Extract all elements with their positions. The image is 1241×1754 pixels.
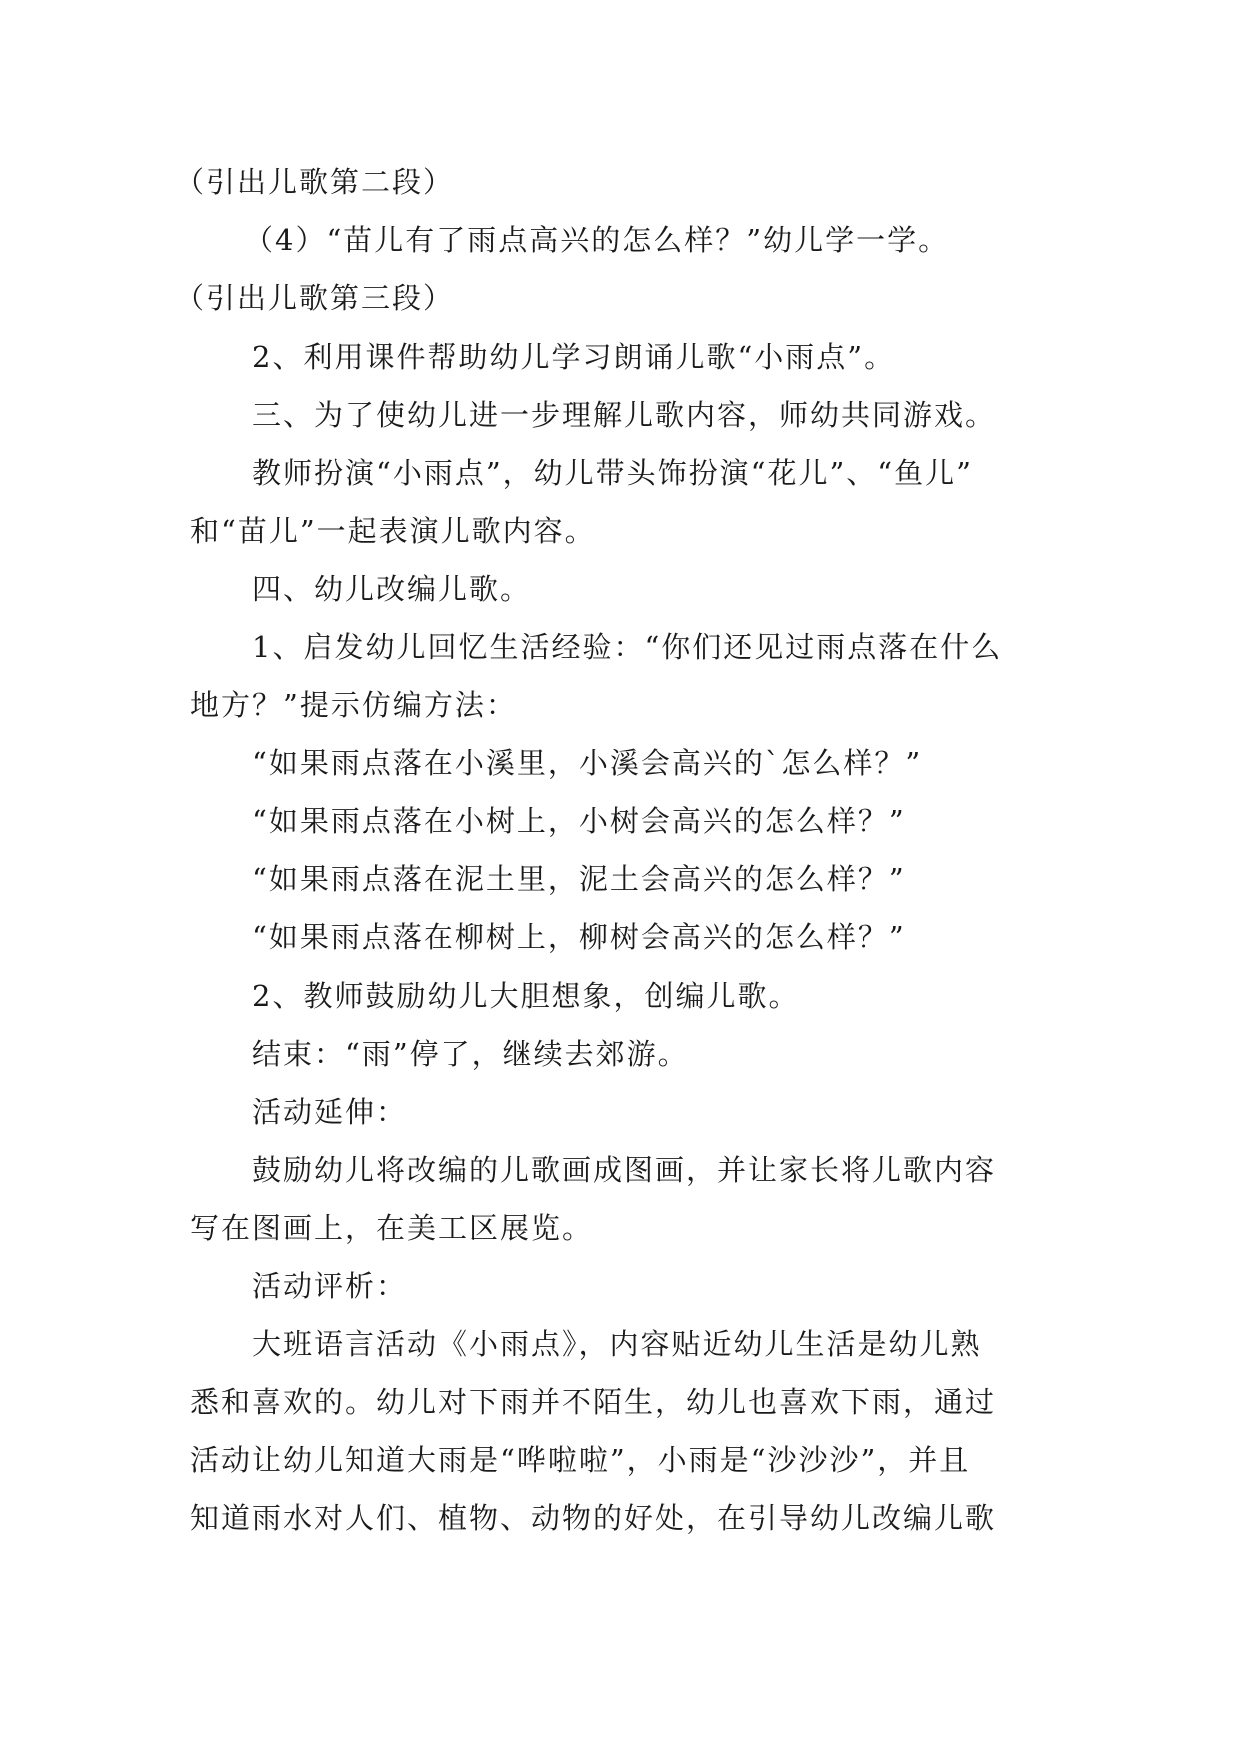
text-line-7: 和“苗儿”一起表演儿歌内容。 [190, 514, 596, 548]
text-line-1: （引出儿歌第二段） [175, 165, 455, 199]
text-line-3: （引出儿歌第三段） [175, 281, 455, 315]
text-line-10: 地方？”提示仿编方法： [190, 688, 517, 722]
text-line-18: 鼓励幼儿将改编的儿歌画成图画，并让家长将儿歌内容 [252, 1153, 997, 1187]
text-line-9: 1、启发幼儿回忆生活经验：“你们还见过雨点落在什么 [252, 630, 1003, 664]
text-line-15: 2、教师鼓励幼儿大胆想象，创编儿歌。 [252, 979, 800, 1013]
text-line-16: 结束：“雨”停了，继续去郊游。 [252, 1037, 689, 1071]
text-line-17: 活动延伸： [252, 1095, 408, 1129]
text-line-21: 大班语言活动《小雨点》，内容贴近幼儿生活是幼儿熟 [252, 1327, 982, 1361]
text-line-22: 悉和喜欢的。幼儿对下雨并不陌生，幼儿也喜欢下雨，通过 [190, 1385, 997, 1419]
text-line-5: 三、为了使幼儿进一步理解儿歌内容，师幼共同游戏。 [252, 398, 997, 432]
text-line-4: 2、利用课件帮助幼儿学习朗诵儿歌“小雨点”。 [252, 340, 896, 374]
text-line-8: 四、幼儿改编儿歌。 [252, 572, 532, 606]
text-line-23: 活动让幼儿知道大雨是“哗啦啦”，小雨是“沙沙沙”，并且 [190, 1443, 971, 1477]
text-line-11: “如果雨点落在小溪里，小溪会高兴的`怎么样？” [252, 746, 923, 780]
text-line-19: 写在图画上，在美工区展览。 [190, 1211, 594, 1245]
text-line-6: 教师扮演“小雨点”，幼儿带头饰扮演“花儿”、“鱼儿” [252, 456, 973, 490]
text-line-20: 活动评析： [252, 1269, 408, 1303]
text-line-13: “如果雨点落在泥土里，泥土会高兴的怎么样？” [252, 862, 906, 896]
text-line-24: 知道雨水对人们、植物、动物的好处，在引导幼儿改编儿歌 [190, 1501, 997, 1535]
text-line-12: “如果雨点落在小树上，小树会高兴的怎么样？” [252, 804, 906, 838]
text-line-14: “如果雨点落在柳树上，柳树会高兴的怎么样？” [252, 920, 906, 954]
text-line-2: （4）“苗儿有了雨点高兴的怎么样？”幼儿学一学。 [244, 223, 950, 257]
